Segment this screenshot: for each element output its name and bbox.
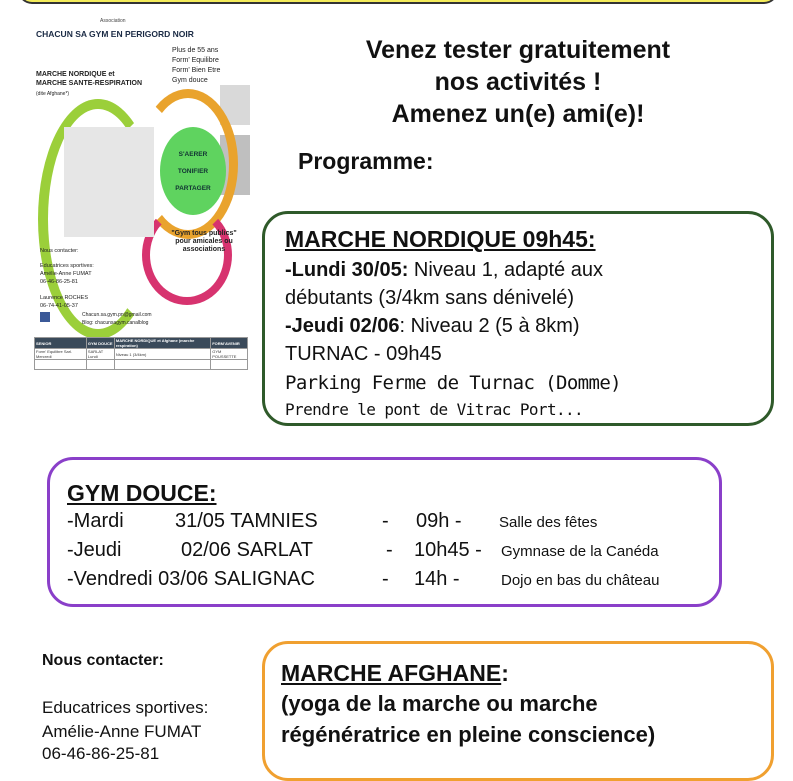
flyer-td-2: SARLAT Lundi (86, 349, 114, 360)
flyer-line-2: Form' Bien Etre (172, 67, 221, 74)
gym-title: GYM DOUCE: (67, 480, 217, 506)
top-banner (18, 0, 778, 4)
gym-row-3-time: 14h - (414, 568, 460, 590)
flyer-seniors: Plus de 55 ans (172, 47, 219, 54)
afghane-title (281, 660, 509, 687)
flyer-marche-sub: (dite Afghane*) (36, 91, 70, 97)
contact-phone: 06-46-86-25-81 (42, 744, 160, 763)
flyer-oval-1: S'AERER (178, 150, 208, 158)
flyer-contact-1: Educatrices sportives: (40, 263, 94, 269)
flyer-blog: Blog: chacunsagym.canalblog (82, 320, 149, 326)
flyer-table (34, 337, 248, 370)
contact-name: Amélie-Anne FUMAT (42, 722, 202, 741)
gym-row-2-day: -Jeudi (67, 539, 122, 561)
gym-row-2-room: Gymnase de la Canéda (501, 543, 659, 560)
nordique-line-2: débutants (3/4km sans dénivelé) (285, 287, 575, 309)
gym-row-2-dash: - (386, 539, 393, 561)
contact-label: Educatrices sportives: (42, 698, 209, 717)
flyer-contact-3: 06-46-86-25-81 (40, 279, 78, 285)
flyer-td-1: Form' Equilibre Sarl. Mercredi (35, 349, 87, 360)
gym-row-1-date: 31/05 TAMNIES (175, 510, 318, 532)
flyer-th-2: GYM DOUCE (86, 338, 114, 349)
gym-row-1 (67, 510, 707, 536)
flyer-walkers-photo (64, 127, 154, 237)
flyer-contact-2: Amélie-Anne FUMAT (40, 271, 92, 277)
nordique-line-1-rest: Niveau 1, adapté aux (408, 259, 603, 281)
flyer-marche-title: MARCHE NORDIQUE et (36, 71, 115, 78)
nordique-line-6: Prendre le pont de Vitrac Port... (285, 400, 584, 419)
gym-row-2-time: 10h45 - (414, 539, 482, 561)
flyer-td-3: Niveau 1 (3/4km) (114, 349, 210, 360)
flyer-th-3: MARCHE NORDIQUE et Afghane (marche respiration) (114, 338, 210, 349)
flyer-marche-title2: MARCHE SANTE-RESPIRATION (36, 80, 143, 87)
gym-row-1-day: -Mardi (67, 510, 124, 532)
gym-row-1-room: Salle des fêtes (499, 514, 598, 531)
nordique-title: MARCHE NORDIQUE 09h45: (285, 226, 596, 252)
nordique-line-3-bold: -Jeudi 02/06 (285, 315, 400, 337)
flyer-th-4: FORM'AVENIR (211, 338, 248, 349)
gym-row-1-dash: - (382, 510, 389, 532)
flyer-contact-6: 06-74-41-05-37 (40, 303, 78, 309)
gym-row-3-dash: - (382, 568, 389, 590)
flyer-swirl-pink (142, 205, 232, 305)
gym-row-3-day: -Vendredi 03/06 SALIGNAC (67, 568, 315, 590)
headline (300, 34, 736, 130)
headline-line-3: Amenez un(e) ami(e)! (391, 100, 645, 128)
flyer-tiny-header: Association (100, 18, 126, 24)
gym-row-2 (67, 539, 707, 565)
headline-line-2: nos activités ! (434, 68, 602, 96)
nordique-line-3 (285, 314, 580, 338)
flyer-oval-3: PARTAGER (175, 184, 211, 192)
afghane-line-1: (yoga de la marche ou marche (281, 691, 598, 716)
afghane-title-text: MARCHE AFGHANE (281, 660, 502, 686)
programme-heading: Programme: (298, 148, 434, 174)
flyer-th-1: SENIOR (35, 338, 87, 349)
nordique-box (262, 211, 774, 426)
contact-title: Nous contacter: (42, 652, 164, 669)
afghane-line-2: régénératrice en pleine conscience) (281, 722, 656, 747)
flyer-center-oval (160, 127, 226, 215)
flyer-contacts-title: Nous contacter: (40, 248, 79, 254)
afghane-box (262, 641, 774, 781)
flyer-line-1: Form' Equilibre (172, 57, 219, 64)
headline-line-1: Venez tester gratuitement (365, 36, 671, 64)
flyer-image (30, 15, 252, 400)
gym-row-2-date: 02/06 SARLAT (181, 539, 313, 561)
facebook-icon (40, 312, 50, 322)
nordique-line-3-rest: : Niveau 2 (5 à 8km) (399, 315, 580, 337)
flyer-assoc-name: CHACUN SA GYM EN PERIGORD NOIR (36, 29, 194, 39)
flyer-gym-tous: "Gym tous publics" pour amicales ou associations (171, 230, 237, 253)
flyer-contact-5: Laurence ROCHES (40, 295, 88, 301)
flyer-oval-2: TONIFIER (177, 167, 209, 175)
nordique-line-1 (285, 258, 603, 282)
gym-douce-box (47, 457, 722, 607)
afghane-title-suffix: : (501, 660, 509, 686)
gym-row-3-room: Dojo en bas du château (501, 572, 660, 589)
flyer-line-3: Gym douce (172, 77, 208, 84)
nordique-line-4: TURNAC - 09h45 (285, 343, 442, 365)
nordique-line-5: Parking Ferme de Turnac (Domme) (285, 372, 622, 394)
gym-row-3 (67, 568, 707, 594)
flyer-email: Chacun.sa.gym.pn@gmail.com (82, 312, 152, 318)
nordique-line-1-bold: -Lundi 30/05: (285, 259, 409, 281)
flyer-td-4: GYM POUSSETTE (211, 349, 248, 360)
gym-row-1-time: 09h - (416, 510, 462, 532)
